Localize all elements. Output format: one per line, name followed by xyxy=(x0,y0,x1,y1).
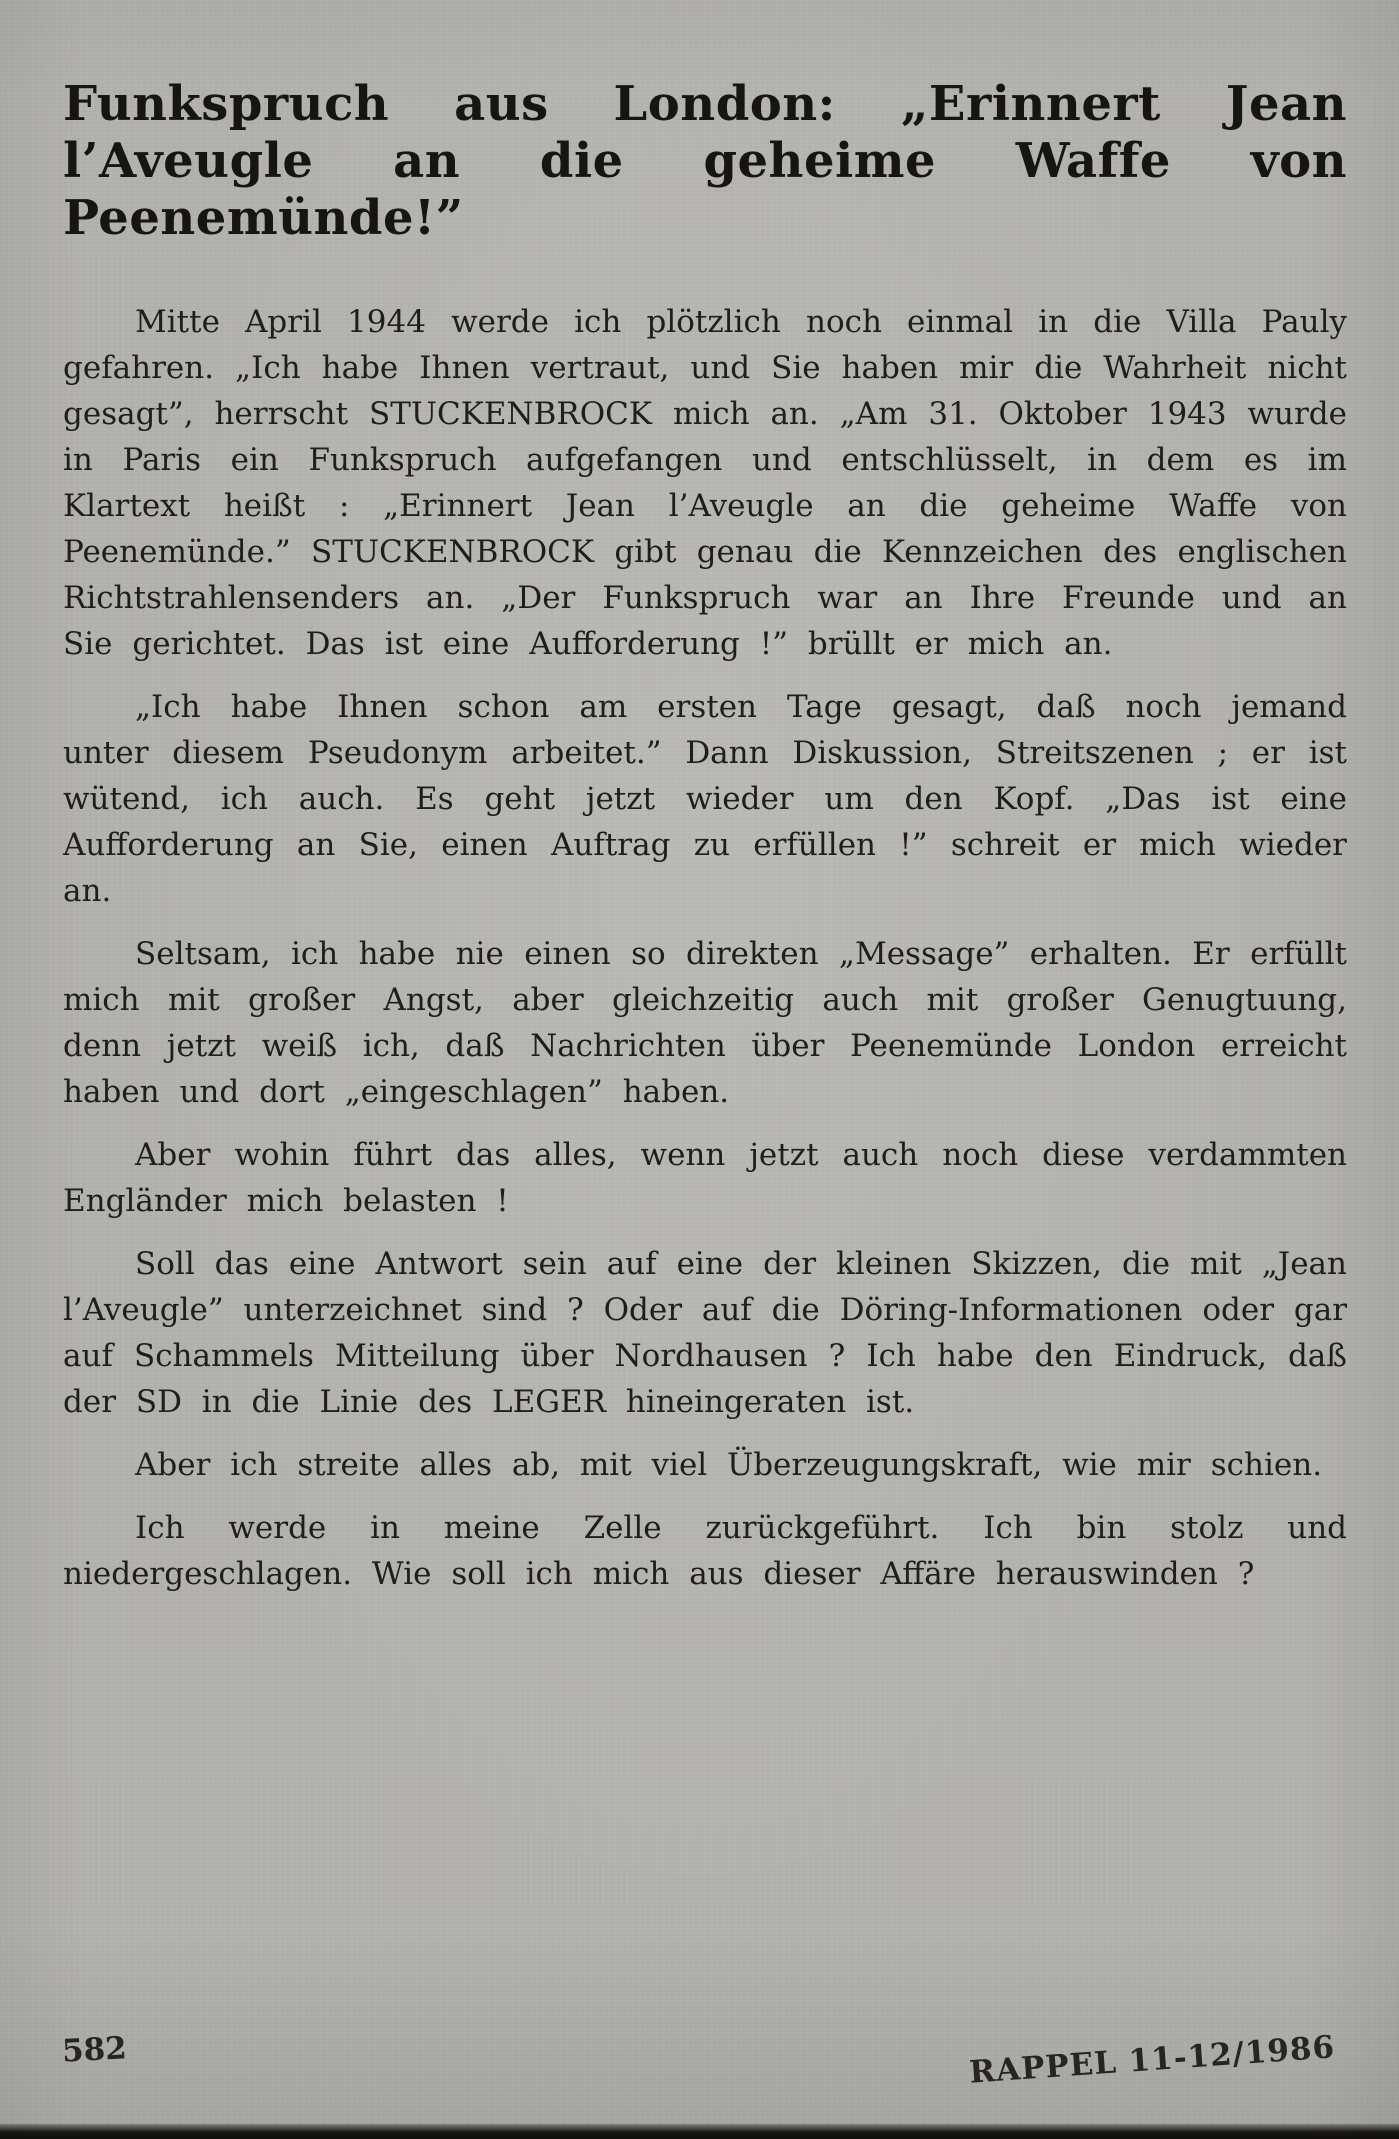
title-line-1: Funkspruch aus London: „Erinnert Jean xyxy=(63,76,1347,132)
text-block xyxy=(63,76,1347,1614)
article-body xyxy=(63,299,1347,1597)
paragraph: „Ich habe Ihnen schon am ersten Tage gesagt, daß noch jemand unter diesem Pseudonym arbeitet.” Dann Diskussion, Streitszenen ; er ist wütend, ich auch. Es geht jetzt wieder um den Kopf. „Das ist eine Aufforderung an Sie, einen Auftrag zu erfüllen !” schreit er mich wieder an. xyxy=(63,689,1347,909)
paragraph: Mitte April 1944 werde ich plötzlich noch einmal in die Villa Pauly gefahren. „Ich habe Ihnen vertraut, und Sie haben mir die Wahrheit nicht gesagt”, herrscht STUCKENBROCK mich an. „Am 31. Oktober 1943 wurde in Paris ein Funkspruch aufgefangen und entschlüsselt, in dem es im Klartext heißt : „Erinnert Jean l’Aveugle an die geheime Waffe von Peenemünde.” STUCKENBROCK gibt genau die Kennzeichen des englischen Richtstrahlensenders an. „Der Funkspruch war an Ihre Freunde und an Sie gerichtet. Das ist eine Aufforderung !” brüllt er mich an. xyxy=(63,304,1347,662)
paragraph: Seltsam, ich habe nie einen so direkten „Message” erhalten. Er erfüllt mich mit großer Angst, aber gleichzeitig auch mit großer Genugtuung, denn jetzt weiß ich, daß Nachrichten über Peenemünde London erreicht haben und dort „eingeschlagen” haben. xyxy=(63,936,1347,1110)
paragraph: Aber ich streite alles ab, mit viel Überzeugungskraft, wie mir schien. xyxy=(135,1447,1323,1483)
paragraph: Ich werde in meine Zelle zurückgeführt. Ich bin stolz und niedergeschlagen. Wie soll ich mich aus dieser Affäre herauswinden ? xyxy=(63,1510,1347,1592)
scan-edge-band xyxy=(0,2124,1399,2139)
title-line-3: Peenemünde!” xyxy=(63,190,464,246)
title-line-2: l’Aveugle an die geheime Waffe von xyxy=(63,133,1347,189)
paragraph: Aber wohin führt das alles, wenn jetzt auch noch diese verdammten Engländer mich belasten ! xyxy=(63,1137,1347,1219)
paragraph: Soll das eine Antwort sein auf eine der kleinen Skizzen, die mit „Jean l’Aveugle” unterzeichnet sind ? Oder auf die Döring-Informationen oder gar auf Schammels Mitteilung über Nordhausen ? Ich habe den Eindruck, daß der SD in die Linie des LEGER hineingeraten ist. xyxy=(63,1246,1348,1420)
article-title xyxy=(63,76,1347,247)
page-footer xyxy=(0,2020,1399,2110)
page-number: 582 xyxy=(61,2030,128,2070)
journal-reference: RAPPEL 11-12/1986 xyxy=(967,2029,1336,2091)
